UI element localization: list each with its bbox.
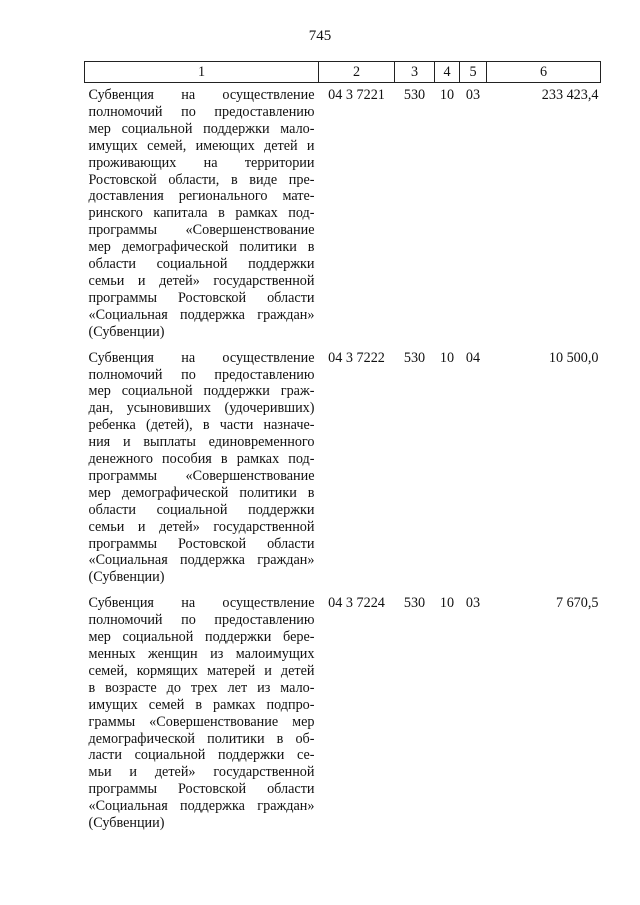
row-code: 04 3 7222 bbox=[328, 349, 385, 366]
description-line: семьи и детей» государственной bbox=[88, 518, 315, 535]
row-amount: 10 500,0 bbox=[548, 349, 599, 366]
description-line: мер социальной поддержки бере- bbox=[88, 629, 315, 646]
column-header: 6 bbox=[487, 62, 601, 83]
row-amount: 7 670,5 bbox=[555, 595, 599, 612]
description-line: имущих семей в рамках подпро- bbox=[88, 696, 315, 713]
description-line: семей, кормящих матерей и детей bbox=[88, 662, 315, 679]
description-line: (Субвенции) bbox=[88, 569, 165, 586]
description-line: менных женщин из малоимущих bbox=[88, 646, 315, 662]
description-line: дан, усыновивших (удочеривших) bbox=[88, 400, 315, 417]
description-line: области социальной поддержки bbox=[88, 256, 315, 273]
row-pr: 03 bbox=[465, 87, 481, 103]
description-line: программы Ростовской области bbox=[88, 289, 315, 306]
description-line: мер социальной поддержки мало- bbox=[88, 120, 315, 137]
description-line: мер социальной поддержки граж- bbox=[88, 383, 315, 400]
row-code: 04 3 7221 bbox=[328, 87, 385, 103]
row-amount: 233 423,4 bbox=[541, 87, 599, 103]
description-line: мер демографической политики в bbox=[88, 484, 315, 501]
description-line: полномочий по предоставлению bbox=[88, 366, 315, 383]
description-line: Субвенция на осуществление bbox=[88, 595, 315, 612]
row-rz: 10 bbox=[439, 349, 455, 366]
description-line: «Социальная поддержка граждан» bbox=[88, 306, 315, 323]
column-header: 3 bbox=[395, 62, 435, 83]
description-line: (Субвенции) bbox=[88, 323, 165, 340]
description-line: программы «Совершенствование bbox=[88, 467, 315, 484]
description-line: ласти социальной поддержки се- bbox=[88, 747, 315, 764]
description-line: программы Ростовской области bbox=[88, 781, 315, 798]
row-description bbox=[85, 83, 319, 346]
description-line: Ростовской области, в виде пре- bbox=[88, 171, 315, 188]
row-code: 04 3 7224 bbox=[328, 595, 385, 612]
description-line: программы «Совершенствование bbox=[88, 222, 315, 239]
row-vr: 530 bbox=[403, 595, 426, 612]
description-line: денежного пособия в рамках под- bbox=[88, 451, 315, 468]
description-line: Субвенция на осуществление bbox=[88, 349, 315, 366]
row-pr: 03 bbox=[465, 595, 481, 612]
description-line: области социальной поддержки bbox=[88, 501, 315, 518]
description-line: ринского капитала в рамках под- bbox=[88, 205, 315, 222]
description-line: «Социальная поддержка граждан» bbox=[88, 798, 315, 815]
description-line: доставления регионального мате- bbox=[88, 188, 315, 205]
description-line: ния и выплаты единовременного bbox=[88, 434, 315, 451]
description-line: мьи и детей» государственной bbox=[88, 764, 315, 781]
description-line: в возрасте до трех лет из мало- bbox=[88, 679, 315, 696]
column-header: 4 bbox=[435, 62, 460, 83]
row-rz: 10 bbox=[439, 87, 455, 103]
column-header: 2 bbox=[319, 62, 395, 83]
column-header: 1 bbox=[85, 62, 319, 83]
description-line: полномочий по предоставлению bbox=[88, 103, 315, 120]
description-line: демографической политики в об- bbox=[88, 730, 315, 747]
description-line: полномочий по предоставлению bbox=[88, 612, 315, 629]
description-line: Субвенция на осуществление bbox=[88, 87, 315, 103]
table-row bbox=[85, 83, 601, 346]
header-row bbox=[85, 62, 601, 83]
budget-table bbox=[84, 61, 601, 837]
row-vr: 530 bbox=[403, 349, 426, 366]
row-pr: 04 bbox=[465, 349, 481, 366]
page-number: 745 bbox=[308, 28, 332, 44]
table-row bbox=[85, 591, 601, 837]
table-row bbox=[85, 346, 601, 592]
description-line: имущих семей, имеющих детей и bbox=[88, 137, 315, 154]
row-rz: 10 bbox=[439, 595, 455, 612]
column-header: 5 bbox=[460, 62, 487, 83]
row-vr: 530 bbox=[403, 87, 426, 103]
description-line: «Социальная поддержка граждан» bbox=[88, 552, 315, 569]
row-description bbox=[85, 591, 319, 837]
description-line: программы Ростовской области bbox=[88, 535, 315, 552]
description-line: мер демографической политики в bbox=[88, 239, 315, 256]
table-body bbox=[85, 83, 601, 837]
description-line: (Субвенции) bbox=[88, 815, 165, 832]
description-line: граммы «Совершенствование мер bbox=[88, 713, 315, 730]
description-line: проживающих на территории bbox=[88, 154, 315, 171]
description-line: семьи и детей» государственной bbox=[88, 272, 315, 289]
description-line: ребенка (детей), в части назначе- bbox=[88, 417, 315, 434]
row-description bbox=[85, 346, 319, 592]
